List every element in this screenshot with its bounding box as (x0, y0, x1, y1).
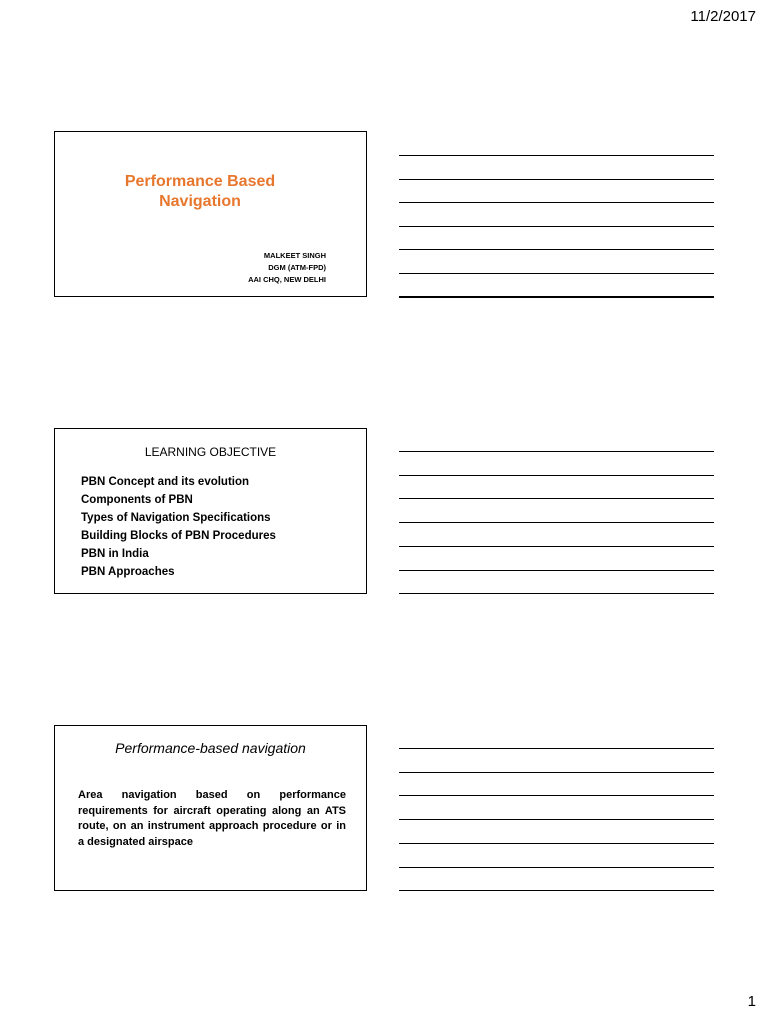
note-line (399, 273, 714, 274)
author-org: AAI CHQ, NEW DELHI (248, 275, 326, 284)
note-line (399, 226, 714, 227)
note-line (399, 249, 714, 250)
objectives-list (81, 473, 276, 581)
note-line (399, 890, 714, 891)
objective-item: PBN Concept and its evolution (81, 476, 250, 488)
slide-1-title (55, 172, 345, 212)
note-line (399, 179, 714, 180)
slide-1-author-block (248, 250, 326, 286)
slide-3-thumbnail (54, 725, 367, 891)
author-role: DGM (ATM-FPD) (268, 263, 326, 272)
note-line (399, 498, 714, 499)
note-line (399, 819, 714, 820)
note-line (399, 451, 714, 452)
note-line (399, 748, 714, 749)
slide-2-thumbnail (54, 428, 367, 594)
note-line (399, 772, 714, 773)
note-line (399, 202, 714, 203)
slide-1-title-line-1: Performance Based (124, 173, 276, 190)
objective-item: Types of Navigation Specifications (81, 512, 271, 524)
note-line (399, 843, 714, 844)
note-line (399, 867, 714, 868)
note-line (399, 296, 714, 298)
note-line (399, 570, 714, 571)
objective-item: Building Blocks of PBN Procedures (81, 530, 276, 542)
slide-2-heading: LEARNING OBJECTIVE (144, 445, 277, 459)
slide-1-thumbnail (54, 131, 367, 297)
author-name: MALKEET SINGH (263, 251, 326, 260)
note-line (399, 475, 714, 476)
objective-item: PBN Approaches (81, 566, 175, 578)
note-line (399, 795, 714, 796)
date-header: 11/2/2017 (690, 8, 756, 25)
slide-3-definition: Area navigation based on performance requirements for aircraft operating along an ATS route, on an instrument approach procedure or in a designated airspace (78, 789, 346, 848)
note-line (399, 522, 714, 523)
note-line (399, 155, 714, 156)
objective-item: PBN in India (81, 548, 149, 560)
note-line (399, 593, 714, 594)
page-number: 1 (747, 993, 756, 1010)
slide-3-heading: Performance-based navigation (115, 740, 306, 756)
slide-1-title-line-2: Navigation (159, 193, 241, 210)
note-line (399, 546, 714, 547)
objective-item: Components of PBN (81, 494, 193, 506)
